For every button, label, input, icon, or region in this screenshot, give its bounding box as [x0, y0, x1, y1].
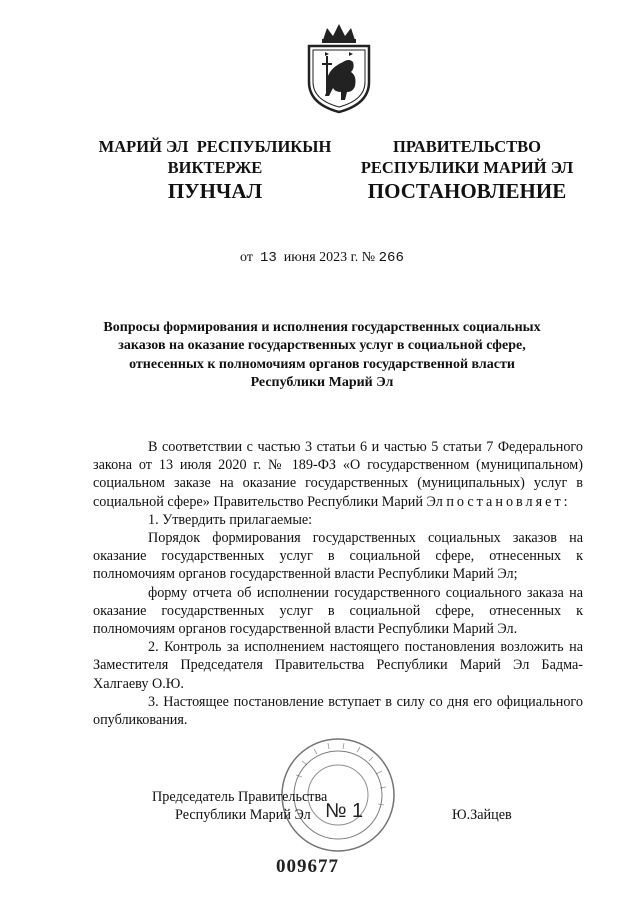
doc-number: 266: [378, 250, 404, 266]
signer-name: Ю.Зайцев: [452, 807, 512, 823]
stamp-number: № 1: [325, 800, 364, 822]
paragraph-item3: 3. Настоящее постановление вступает в силу со дня его официального опубликования.: [93, 693, 583, 729]
serial-number: 009677: [276, 856, 339, 877]
header-right: [352, 136, 582, 178]
title-line: отнесенных к полномочиям органов государственной власти: [129, 356, 515, 372]
doc-type-russian: ПОСТАНОВЛЕНИЕ: [367, 179, 567, 203]
signature-title-line1: Председатель Правительства: [152, 789, 328, 805]
paragraph-item1a: Порядок формирования государственных социальных заказов на оказание государственных услуг в социальной сфере, отнесенных к полномочиям органов государственной власти Республики Марий Эл;: [93, 530, 583, 583]
header-right-line2: РЕСПУБЛИКИ МАРИЙ ЭЛ: [360, 158, 574, 177]
paragraph-item2: 2. Контроль за исполнением настоящего постановления возложить на Заместителя Председателя Правительства Республики Марий Эл Бадма-Халгаеву О.Ю.: [93, 639, 583, 692]
document-body: [93, 438, 583, 729]
date-day: 13: [259, 250, 277, 266]
paragraph-item1b: форму отчета об исполнении государственного социального заказа на оказание государственных услуг в социальной сфере, отнесенных к полномочиям органов государственной власти Республики Марий Эл.: [93, 584, 583, 638]
date-month-year: июня 2023 г. №: [283, 250, 376, 265]
coat-of-arms-icon: [303, 22, 375, 114]
signature-title-line2: Республики Марий Эл: [175, 807, 311, 823]
header-left-line2: ВИКТЕРЖЕ: [167, 158, 263, 177]
preamble-text: В соответствии с частью 3 статьи 6 и частью 5 статьи 7 Федерального закона от 13 июля 2020 г. № 189-ФЗ «О государственном (муниципальном) социальном заказе на оказание государственных (муниципальных) услуг в социальной сфере» Правительство Республики Марий Эл: [93, 439, 583, 510]
header-left: [95, 136, 335, 178]
title-line: Республики Марий Эл: [250, 375, 394, 391]
preamble-resolves: постановляет:: [446, 493, 571, 510]
date-from: от: [240, 250, 253, 265]
doc-type-mari: ПУНЧАЛ: [167, 179, 263, 203]
header-right-line1: ПРАВИТЕЛЬСТВО: [393, 137, 541, 156]
paragraph-item1: 1. Утвердить прилагаемые:: [148, 511, 313, 528]
date-line: [240, 250, 480, 266]
header-left-line1: МАРИЙ ЭЛ РЕСПУБЛИКЫН: [98, 137, 332, 156]
title-line: Вопросы формирования и исполнения государственных социальных: [103, 320, 541, 335]
paragraph-preamble: [93, 438, 583, 511]
document-title: [96, 319, 548, 393]
title-line: заказов на оказание государственных услуг в социальной сфере,: [118, 338, 526, 354]
